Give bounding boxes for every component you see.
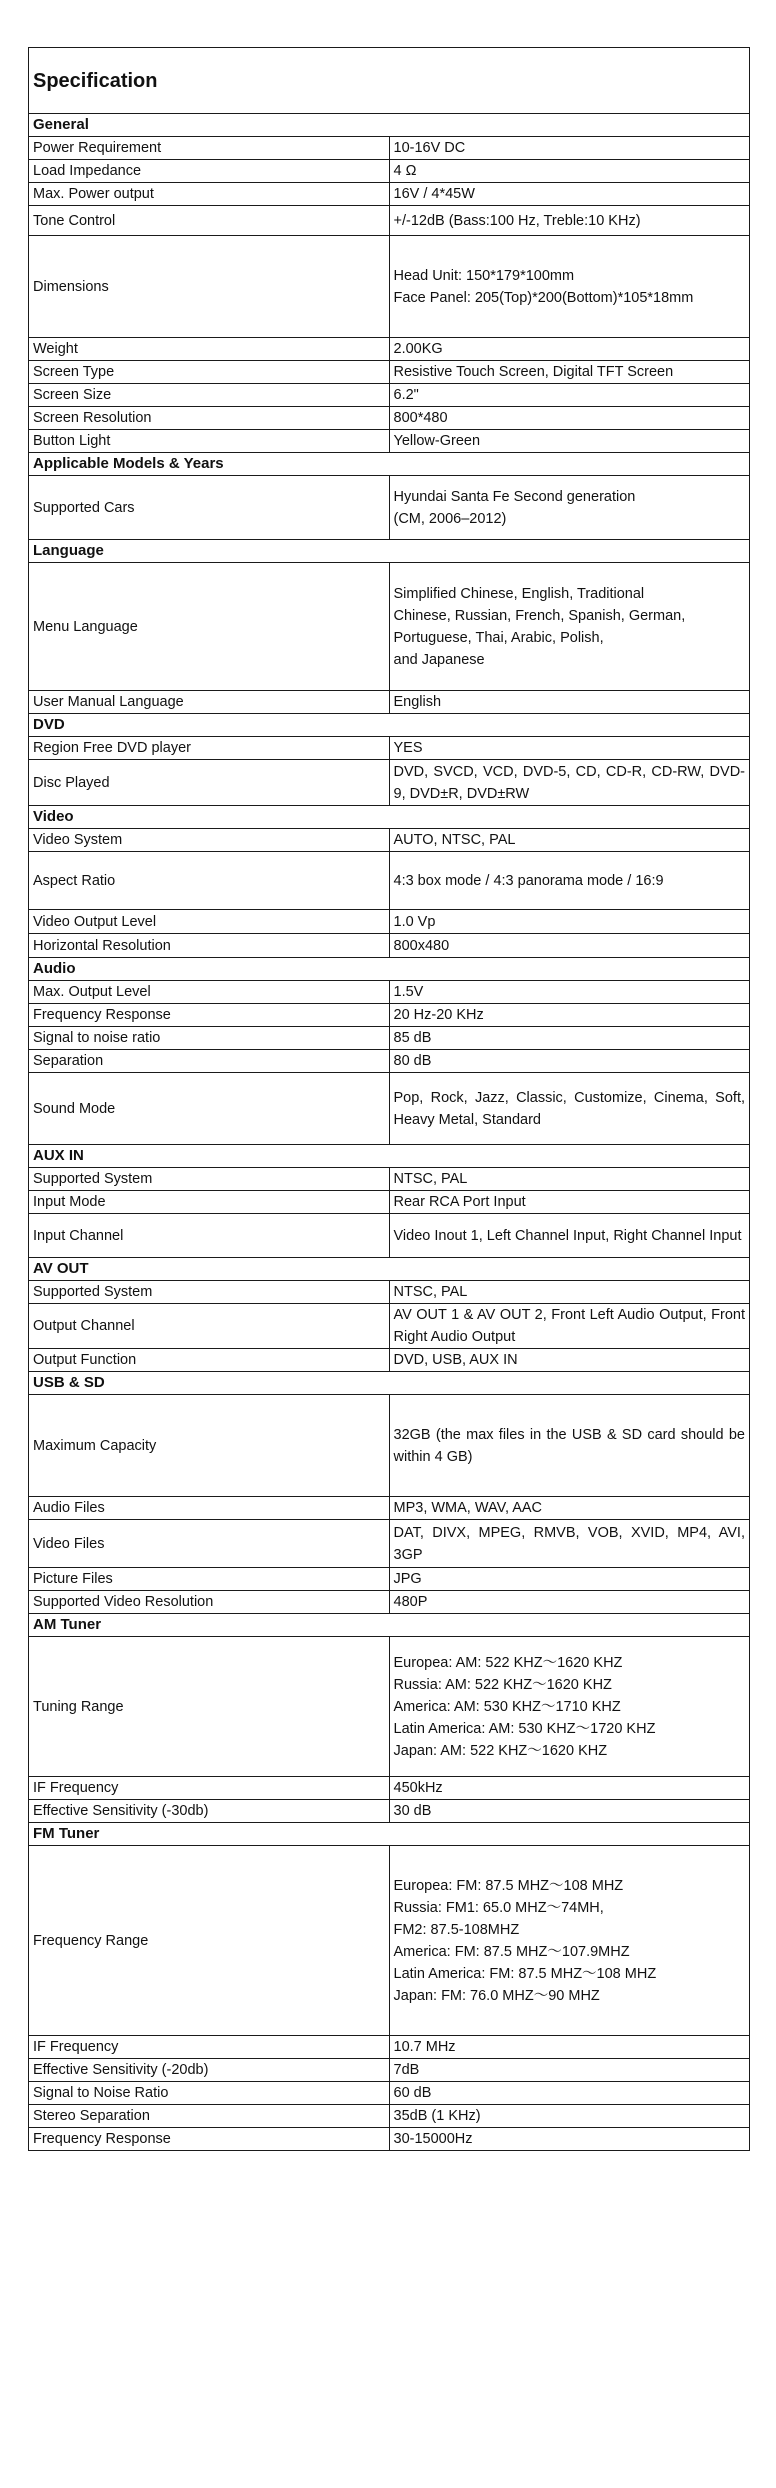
spec-row-supported-cars [29,476,750,540]
spec-value: AUTO, NTSC, PAL [389,829,750,852]
spec-value: 20 Hz-20 KHz [389,1004,750,1027]
spec-row-video-files [29,1520,750,1568]
spec-label: Frequency Response [29,2128,390,2151]
spec-value: Pop, Rock, Jazz, Classic, Customize, Cinema, Soft, Heavy Metal, Standard [389,1073,750,1145]
spec-label: Input Channel [29,1214,390,1258]
spec-row-dimensions [29,236,750,338]
spec-value: 30-15000Hz [389,2128,750,2151]
spec-label: Disc Played [29,760,390,806]
spec-label: Signal to Noise Ratio [29,2082,390,2105]
spec-row-max-power-output [29,183,750,206]
spec-value: Europea: FM: 87.5 MHZ～108 MHZ Russia: FM1: 65.0 MHZ～74MH, FM2: 87.5-108MHZ America: FM: 87.5 MHZ～107.9MHZ Latin America: FM: 87.5 MHZ～108 MHZ Japan: FM: 76.0 MHZ～90 MHZ [389,1846,750,2036]
spec-row-user-manual-language [29,691,750,714]
spec-row-signal-to-noise-ratio [29,1027,750,1050]
spec-row-stereo-separation [29,2105,750,2128]
spec-value: 35dB (1 KHz) [389,2105,750,2128]
spec-value: 10-16V DC [389,137,750,160]
spec-label: Output Function [29,1349,390,1372]
spec-label: Tuning Range [29,1637,390,1777]
spec-value: Simplified Chinese, English, Traditional Chinese, Russian, French, Spanish, German, Portuguese, Thai, Arabic, Polish, and Japanese [389,563,750,691]
section-title: Applicable Models & Years [29,453,750,476]
spec-label: Picture Files [29,1568,390,1591]
spec-row-screen-resolution [29,407,750,430]
spec-value: NTSC, PAL [389,1281,750,1304]
spec-label: Stereo Separation [29,2105,390,2128]
spec-label: Weight [29,338,390,361]
spec-label: Dimensions [29,236,390,338]
spec-label: Menu Language [29,563,390,691]
spec-row-screen-type [29,361,750,384]
spec-title: Specification [29,48,750,114]
section-header-fm-tuner [29,1823,750,1846]
spec-row-if-frequency [29,2036,750,2059]
spec-row-menu-language [29,563,750,691]
spec-label: Frequency Response [29,1004,390,1027]
spec-sheet [28,47,750,2151]
spec-value: 80 dB [389,1050,750,1073]
spec-value: YES [389,737,750,760]
spec-row-output-channel [29,1304,750,1349]
spec-label: Video Output Level [29,910,390,934]
spec-label: Supported Video Resolution [29,1591,390,1614]
spec-label: Effective Sensitivity (-20db) [29,2059,390,2082]
spec-row-region-free-dvd-player [29,737,750,760]
spec-value: DVD, SVCD, VCD, DVD-5, CD, CD-R, CD-RW, DVD-9, DVD±R, DVD±RW [389,760,750,806]
spec-label: Supported Cars [29,476,390,540]
section-title: Audio [29,958,750,981]
spec-row-load-impedance [29,160,750,183]
spec-label: Output Channel [29,1304,390,1349]
spec-label: Separation [29,1050,390,1073]
spec-value: DAT, DIVX, MPEG, RMVB, VOB, XVID, MP4, AVI, 3GP [389,1520,750,1568]
spec-value: 4:3 box mode / 4:3 panorama mode / 16:9 [389,852,750,910]
spec-value: AV OUT 1 & AV OUT 2, Front Left Audio Output, Front Right Audio Output [389,1304,750,1349]
spec-value: Hyundai Santa Fe Second generation (CM, 2006–2012) [389,476,750,540]
spec-row-input-mode [29,1191,750,1214]
spec-row-supported-system [29,1168,750,1191]
section-header-language [29,540,750,563]
spec-row-supported-video-resolution [29,1591,750,1614]
spec-row-frequency-response [29,2128,750,2151]
spec-label: Audio Files [29,1497,390,1520]
spec-value: 2.00KG [389,338,750,361]
spec-value: 4 Ω [389,160,750,183]
spec-row-horizontal-resolution [29,934,750,958]
spec-value: Video Inout 1, Left Channel Input, Right Channel Input [389,1214,750,1258]
spec-label: Power Requirement [29,137,390,160]
spec-label: Supported System [29,1168,390,1191]
spec-value: 16V / 4*45W [389,183,750,206]
spec-value: English [389,691,750,714]
spec-label: Video Files [29,1520,390,1568]
spec-row-tone-control [29,206,750,236]
spec-value: 7dB [389,2059,750,2082]
section-title: Language [29,540,750,563]
spec-row-tuning-range [29,1637,750,1777]
spec-value: 85 dB [389,1027,750,1050]
spec-label: Signal to noise ratio [29,1027,390,1050]
section-header-dvd [29,714,750,737]
spec-row-audio-files [29,1497,750,1520]
spec-row-signal-to-noise-ratio [29,2082,750,2105]
spec-value: Rear RCA Port Input [389,1191,750,1214]
section-title: General [29,114,750,137]
spec-row-picture-files [29,1568,750,1591]
spec-row-aspect-ratio [29,852,750,910]
spec-label: Screen Type [29,361,390,384]
section-header-am-tuner [29,1614,750,1637]
section-header-aux-in [29,1145,750,1168]
spec-value: 10.7 MHz [389,2036,750,2059]
spec-value: DVD, USB, AUX IN [389,1349,750,1372]
spec-label: Max. Power output [29,183,390,206]
spec-label: Screen Resolution [29,407,390,430]
section-title: AV OUT [29,1258,750,1281]
spec-label: Input Mode [29,1191,390,1214]
spec-value: JPG [389,1568,750,1591]
spec-label: Frequency Range [29,1846,390,2036]
spec-label: IF Frequency [29,2036,390,2059]
spec-label: Region Free DVD player [29,737,390,760]
spec-value: Yellow-Green [389,430,750,453]
spec-row-weight [29,338,750,361]
spec-value: 1.0 Vp [389,910,750,934]
spec-value: 30 dB [389,1800,750,1823]
spec-value: 32GB (the max files in the USB & SD card should be within 4 GB) [389,1395,750,1497]
spec-label: Load Impedance [29,160,390,183]
spec-label: Max. Output Level [29,981,390,1004]
spec-label: Horizontal Resolution [29,934,390,958]
spec-value: 1.5V [389,981,750,1004]
section-title: AM Tuner [29,1614,750,1637]
section-title: AUX IN [29,1145,750,1168]
spec-label: Effective Sensitivity (-30db) [29,1800,390,1823]
spec-row-effective-sensitivity-20db [29,2059,750,2082]
spec-value: Europea: AM: 522 KHZ～1620 KHZ Russia: AM: 522 KHZ～1620 KHZ America: AM: 530 KHZ～1710 KHZ Latin America: AM: 530 KHZ～1720 KHZ Japan: AM: 522 KHZ～1620 KHZ [389,1637,750,1777]
spec-row-output-function [29,1349,750,1372]
section-title: FM Tuner [29,1823,750,1846]
spec-label: Tone Control [29,206,390,236]
spec-row-supported-system [29,1281,750,1304]
spec-row-frequency-range [29,1846,750,2036]
spec-value: 800x480 [389,934,750,958]
spec-row-if-frequency [29,1777,750,1800]
spec-value: 60 dB [389,2082,750,2105]
spec-row-maximum-capacity [29,1395,750,1497]
section-title: USB & SD [29,1372,750,1395]
spec-row-button-light [29,430,750,453]
spec-row-separation [29,1050,750,1073]
spec-label: Maximum Capacity [29,1395,390,1497]
spec-row-disc-played [29,760,750,806]
spec-value: Resistive Touch Screen, Digital TFT Screen [389,361,750,384]
spec-row-power-requirement [29,137,750,160]
spec-row-video-system [29,829,750,852]
spec-row-max-output-level [29,981,750,1004]
spec-label: Button Light [29,430,390,453]
spec-row-screen-size [29,384,750,407]
spec-row-input-channel [29,1214,750,1258]
section-title: Video [29,806,750,829]
spec-label: Sound Mode [29,1073,390,1145]
spec-table [28,47,750,2151]
section-header-video [29,806,750,829]
title-row [29,48,750,114]
spec-row-video-output-level [29,910,750,934]
spec-label: Screen Size [29,384,390,407]
spec-value: 800*480 [389,407,750,430]
spec-value: 480P [389,1591,750,1614]
section-header-audio [29,958,750,981]
spec-label: Supported System [29,1281,390,1304]
section-header-usb-sd [29,1372,750,1395]
spec-row-effective-sensitivity-30db [29,1800,750,1823]
spec-value: 450kHz [389,1777,750,1800]
spec-label: Video System [29,829,390,852]
spec-label: User Manual Language [29,691,390,714]
spec-label: IF Frequency [29,1777,390,1800]
section-header-av-out [29,1258,750,1281]
spec-label: Aspect Ratio [29,852,390,910]
section-title: DVD [29,714,750,737]
spec-value: 6.2" [389,384,750,407]
spec-row-sound-mode [29,1073,750,1145]
spec-row-frequency-response [29,1004,750,1027]
spec-value: +/-12dB (Bass:100 Hz, Treble:10 KHz) [389,206,750,236]
spec-value: Head Unit: 150*179*100mm Face Panel: 205(Top)*200(Bottom)*105*18mm [389,236,750,338]
spec-value: NTSC, PAL [389,1168,750,1191]
spec-value: MP3, WMA, WAV, AAC [389,1497,750,1520]
section-header-general [29,114,750,137]
section-header-applicable-models-years [29,453,750,476]
